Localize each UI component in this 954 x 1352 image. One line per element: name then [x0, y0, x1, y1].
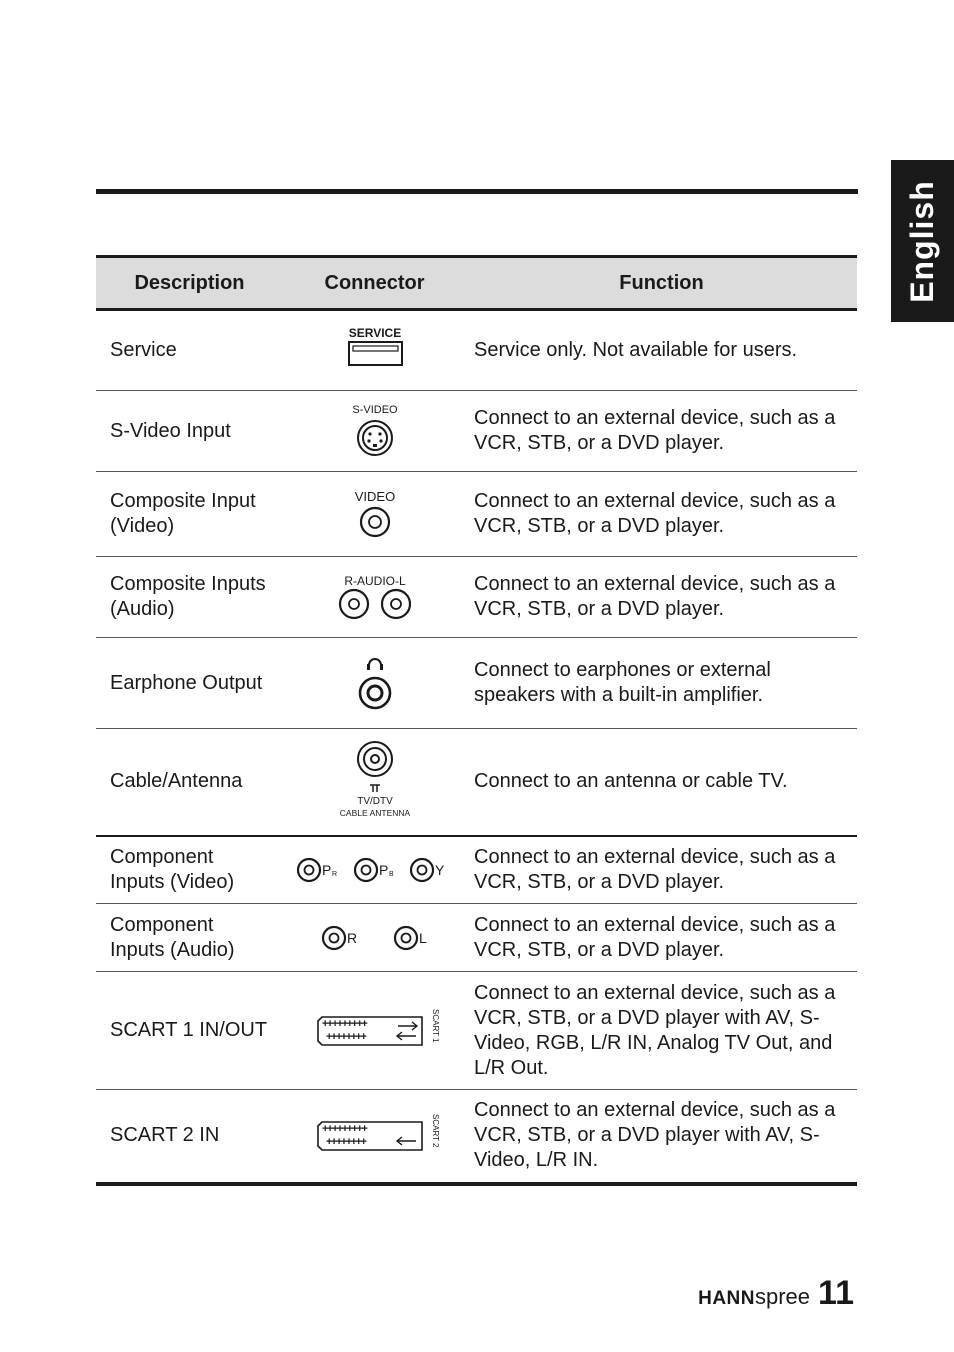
row-description: SCART 1 IN/OUT	[96, 972, 283, 1090]
connector-label: S-VIDEO	[351, 404, 398, 416]
scart-pins-top: +++++++++	[321, 1122, 366, 1135]
table-row	[96, 638, 857, 729]
row-function: Connect to an external device, such as a VCR, STB, or a DVD player.	[466, 836, 857, 904]
row-function: Connect to an external device, such as a VCR, STB, or a DVD player.	[466, 391, 857, 472]
table-header-row	[96, 257, 857, 310]
component-audio-jacks-icon	[320, 923, 430, 953]
connector-label: R-AUDIO-L	[343, 574, 406, 588]
row-description: S-Video Input	[96, 391, 283, 472]
row-connector	[283, 391, 466, 472]
row-connector	[283, 638, 466, 729]
table-row	[96, 472, 857, 557]
row-connector	[283, 472, 466, 557]
table-row	[96, 557, 857, 638]
component-jacks-icon	[295, 855, 455, 885]
table-row	[96, 904, 857, 972]
connector-label: P	[378, 861, 388, 878]
row-function: Connect to an external device, such as a VCR, STB, or a DVD player.	[466, 904, 857, 972]
header-connector: Connector	[283, 257, 466, 310]
row-description: SCART 2 IN	[96, 1090, 283, 1184]
rca-jack-icon	[335, 489, 415, 539]
connector-label: B	[388, 870, 394, 878]
connector-label: L	[418, 929, 427, 946]
row-function: Connect to earphones or external speakers with a built-in amplifier.	[466, 638, 857, 729]
row-connector	[283, 729, 466, 836]
connector-label: R	[331, 870, 337, 878]
row-description: Earphone Output	[96, 638, 283, 729]
connector-label: Y	[434, 861, 444, 878]
row-function: Connect to an external device, such as a VCR, STB, or a DVD player with AV, S-Video, L/R IN.	[466, 1090, 857, 1184]
scart-connector-icon	[310, 1009, 440, 1053]
connector-label: SCART 1	[430, 1008, 440, 1042]
header-description: Description	[96, 257, 283, 310]
headphone-icon	[335, 655, 415, 711]
top-rule	[96, 189, 858, 194]
connector-label: TV/DTV	[356, 795, 393, 807]
table-row	[96, 729, 857, 836]
row-description: Service	[96, 310, 283, 391]
connector-label: SCART 2	[430, 1113, 440, 1148]
row-description: Component Inputs (Video)	[96, 836, 283, 904]
row-function: Connect to an external device, such as a VCR, STB, or a DVD player.	[466, 472, 857, 557]
row-connector	[283, 904, 466, 972]
connector-label: SERVICE	[348, 325, 401, 340]
page-footer	[698, 1274, 854, 1313]
connector-label: VIDEO	[354, 489, 395, 504]
scart-connector-icon	[310, 1114, 440, 1158]
scart-pins-top: +++++++++	[321, 1017, 366, 1030]
table-row	[96, 972, 857, 1090]
row-function: Connect to an external device, such as a VCR, STB, or a DVD player with AV, S-Video, RGB, L/R IN, Analog TV Out, and L/R Out.	[466, 972, 857, 1090]
row-description: Composite Input (Video)	[96, 472, 283, 557]
language-tab	[891, 160, 954, 322]
scart-pins-bottom: ++++++++	[325, 1030, 365, 1043]
row-description: Composite Inputs (Audio)	[96, 557, 283, 638]
row-connector	[283, 836, 466, 904]
connector-table	[96, 255, 857, 1186]
table-row	[96, 1090, 857, 1184]
connector-sublabel: CABLE ANTENNA	[339, 807, 410, 818]
connector-label: P	[321, 861, 331, 878]
usb-port-icon	[335, 327, 415, 375]
connector-label: R	[346, 929, 357, 946]
row-function: Connect to an antenna or cable TV.	[466, 729, 857, 836]
row-connector	[283, 310, 466, 391]
table-row	[96, 836, 857, 904]
svideo-jack-icon	[335, 403, 415, 459]
table-row	[96, 391, 857, 472]
table-row	[96, 310, 857, 391]
scart-pins-bottom: ++++++++	[325, 1135, 365, 1148]
row-function: Service only. Not available for users.	[466, 310, 857, 391]
row-description: Cable/Antenna	[96, 729, 283, 836]
language-tab-label: English	[904, 179, 940, 303]
row-connector	[283, 557, 466, 638]
rca-jack-pair-icon	[325, 574, 425, 620]
row-function: Connect to an external device, such as a VCR, STB, or a DVD player.	[466, 557, 857, 638]
coax-antenna-icon	[330, 740, 420, 824]
row-connector	[283, 972, 466, 1090]
row-description: Component Inputs (Audio)	[96, 904, 283, 972]
page-number: 11	[818, 1274, 854, 1312]
brand-logo: HANNspree	[698, 1284, 811, 1309]
header-function: Function	[466, 257, 857, 310]
row-connector	[283, 1090, 466, 1184]
